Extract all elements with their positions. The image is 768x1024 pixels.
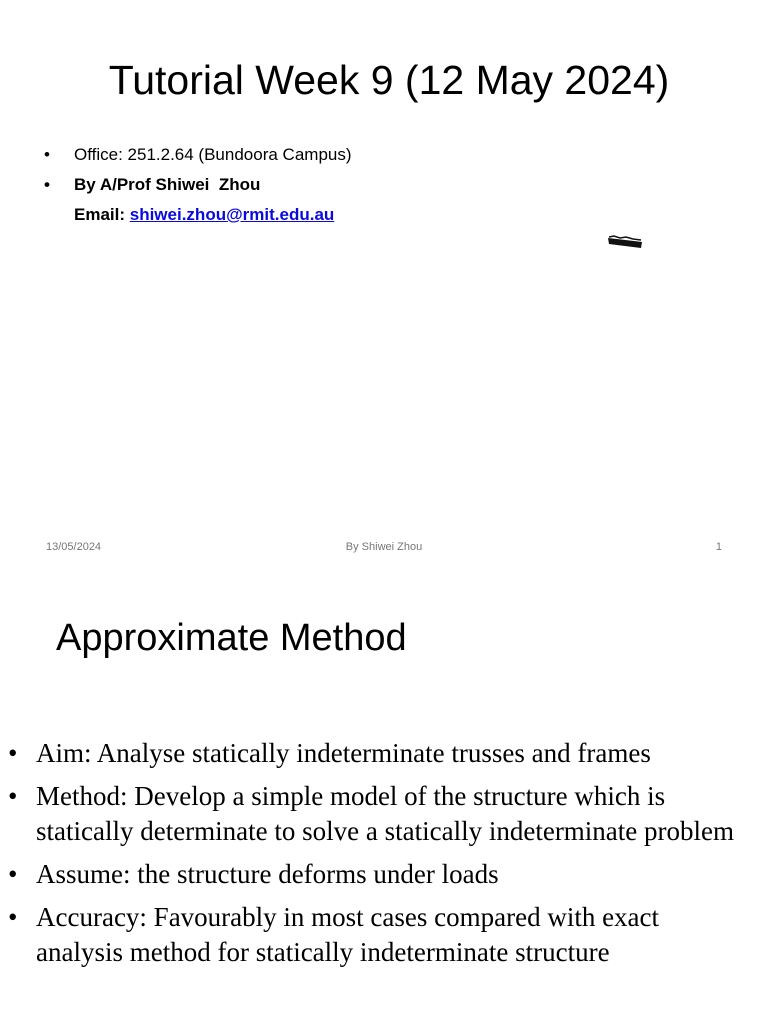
list-item xyxy=(8,900,748,970)
list-item xyxy=(8,857,748,892)
list-item xyxy=(8,736,748,771)
ink-scribble-mark xyxy=(606,234,644,250)
footer-page-number: 1 xyxy=(715,541,722,553)
list-item xyxy=(44,140,352,170)
footer-author: By Shiwei Zhou xyxy=(345,541,423,553)
slide-title: Tutorial Week 9 (12 May 2024) xyxy=(108,57,670,103)
bullet-marker: • xyxy=(8,902,18,932)
slide-2-bullet-list xyxy=(8,736,748,978)
slide-2 xyxy=(0,576,768,1024)
list-item xyxy=(44,170,352,200)
footer-date: 13/05/2024 xyxy=(46,541,102,553)
bullet-marker: • xyxy=(44,145,50,164)
office-text: Office: 251.2.64 (Bundoora Campus) xyxy=(74,145,352,164)
slide-title: Approximate Method xyxy=(56,617,407,659)
email-label: Email: xyxy=(74,205,130,224)
assume-text: Assume: the structure deforms under loads xyxy=(36,859,499,889)
method-text: Method: Develop a simple model of the structure which is statically determinate to solve a statically indeterminate problem xyxy=(36,781,735,846)
bullet-marker: • xyxy=(8,859,18,889)
aim-text: Aim: Analyse statically indeterminate trusses and frames xyxy=(36,738,651,768)
bullet-marker: • xyxy=(44,175,50,194)
accuracy-text: Accuracy: Favourably in most cases compared with exact analysis method for statically indeterminate structure xyxy=(36,902,660,967)
slide-1-bullet-list xyxy=(44,140,352,230)
bullet-marker: • xyxy=(8,738,18,768)
email-line xyxy=(44,200,352,230)
author-text: By A/Prof Shiwei Zhou xyxy=(74,175,261,194)
list-item xyxy=(8,779,748,849)
email-link[interactable]: shiwei.zhou@rmit.edu.au xyxy=(129,205,335,224)
bullet-marker: • xyxy=(8,781,18,811)
